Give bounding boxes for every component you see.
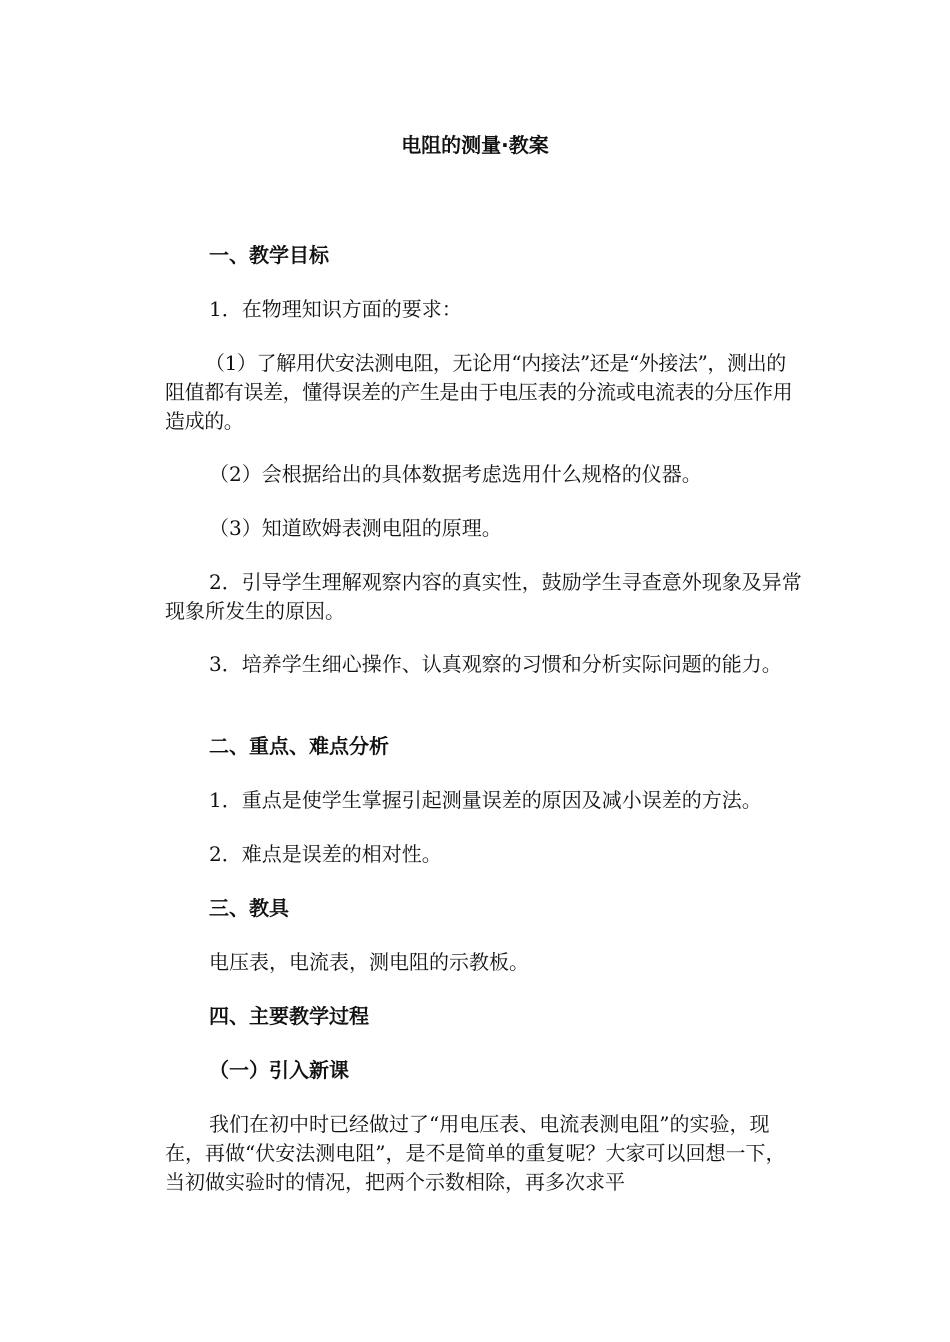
objective-item-3: 3．培养学生细心操作、认真观察的习惯和分析实际问题的能力。 bbox=[209, 652, 782, 676]
key-point-item-2: 2．难点是误差的相对性。 bbox=[209, 842, 442, 866]
section-heading-objectives: 一、教学目标 bbox=[209, 243, 329, 267]
objective-sub-1: （1）了解用伏安法测电阻，无论用“内接法”还是“外接法”，测出的阻值都有误差，懂得误差的产生是由于电压表的分流或电流表的分压作用造成的。 bbox=[165, 351, 793, 433]
teaching-aids-text: 电压表，电流表，测电阻的示教板。 bbox=[209, 950, 529, 974]
objective-sub-2: （2）会根据给出的具体数据考虑选用什么规格的仪器。 bbox=[209, 462, 702, 486]
objective-item-1: 1．在物理知识方面的要求： bbox=[209, 297, 462, 321]
section-heading-key-points: 二、重点、难点分析 bbox=[209, 734, 389, 758]
document-title: 电阻的测量·教案 bbox=[401, 133, 549, 157]
objective-item-2: 2．引导学生理解观察内容的真实性，鼓励学生寻查意外现象及异常现象所发生的原因。 bbox=[165, 570, 802, 623]
subsection-heading-intro: （一）引入新课 bbox=[209, 1058, 349, 1082]
section-heading-process: 四、主要教学过程 bbox=[209, 1004, 369, 1028]
key-point-item-1: 1．重点是使学生掌握引起测量误差的原因及减小误差的方法。 bbox=[209, 788, 762, 812]
intro-paragraph: 我们在初中时已经做过了“用电压表、电流表测电阻”的实验，现在，再做“伏安法测电阻”，是不是简单的重复呢？大家可以回想一下，当初做实验时的情况，把两个示数相除，再多次求平 bbox=[165, 1112, 786, 1194]
section-heading-teaching-aids: 三、教具 bbox=[209, 896, 289, 920]
objective-sub-3: （3）知道欧姆表测电阻的原理。 bbox=[209, 516, 502, 540]
